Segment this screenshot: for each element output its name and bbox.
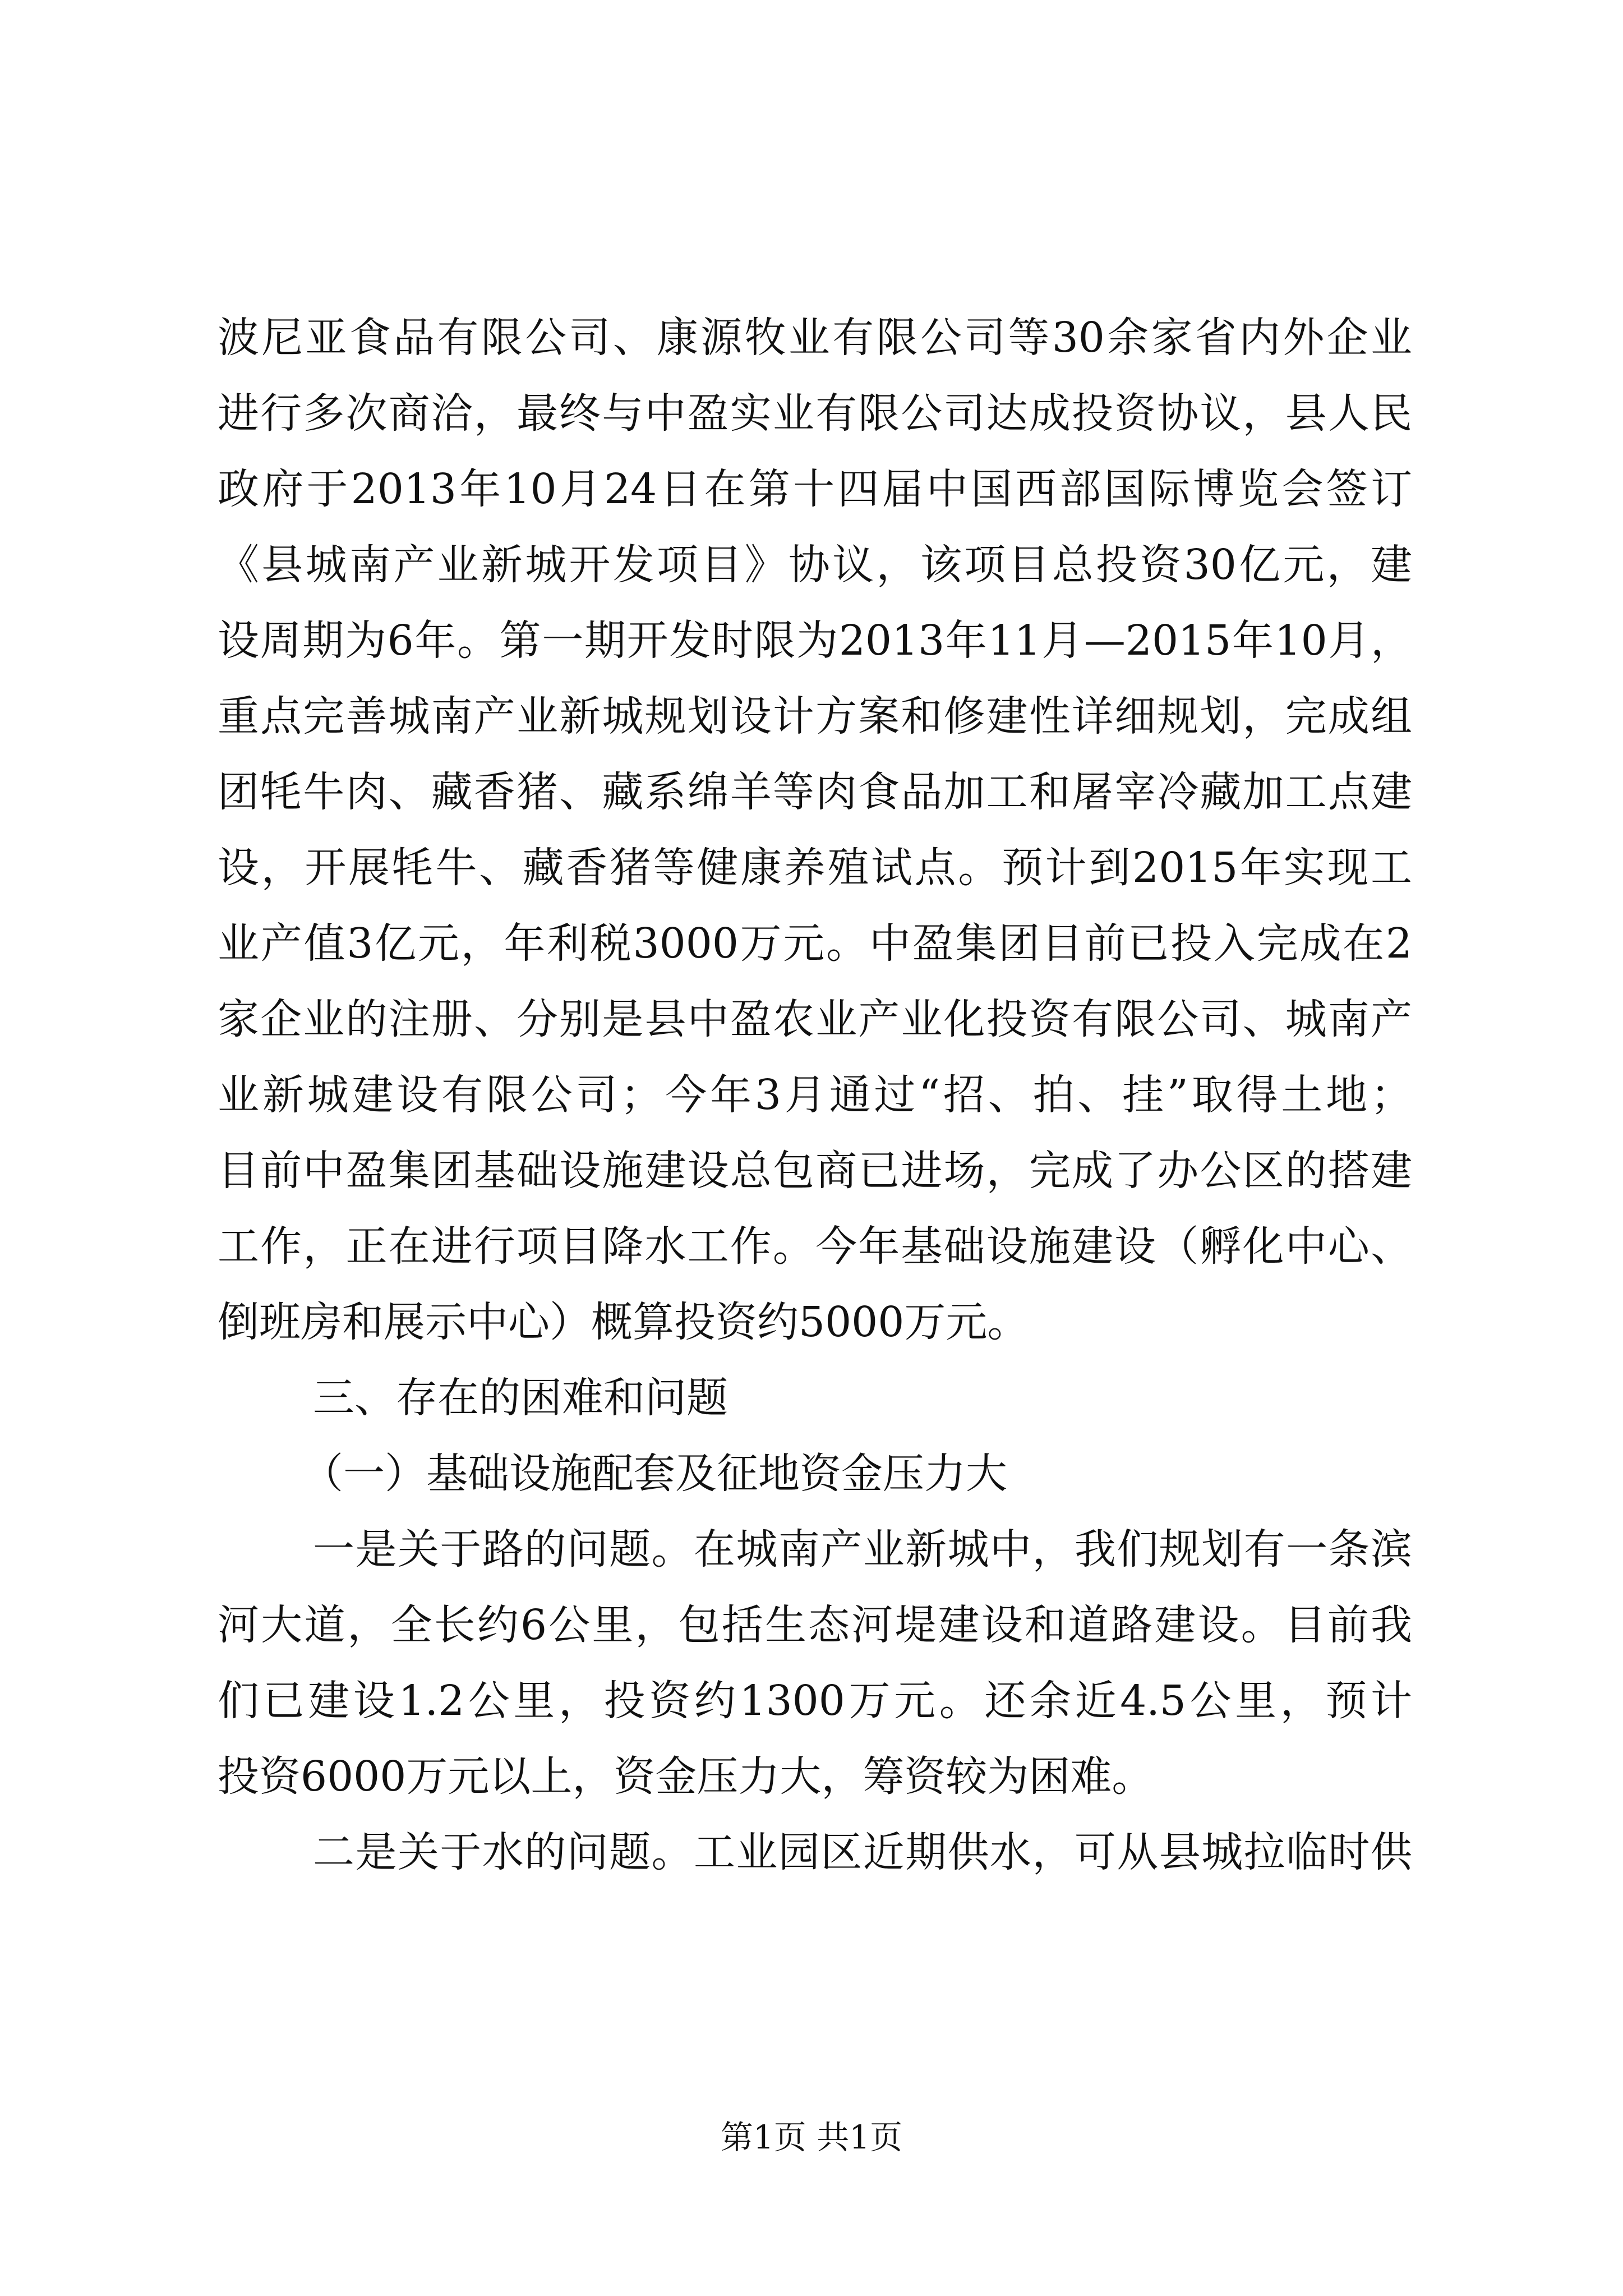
paragraph-first-line: 一是关于路的问题。在城南产业新城中，我们规划有一条滨 (313, 1525, 1412, 1573)
text-line: 《县城南产业新城开发项目》协议，该项目总投资30亿元，建 (218, 541, 1412, 589)
text-line: 波尼亚食品有限公司、康源牧业有限公司等30余家省内外企业 (218, 314, 1412, 362)
text-line: 设，开展牦牛、藏香猪等健康养殖试点。预计到2015年实现工 (218, 844, 1412, 892)
subsection-heading: （一）基础设施配套及征地资金压力大 (302, 1450, 1007, 1498)
text-line: 团牦牛肉、藏香猪、藏系绵羊等肉食品加工和屠宰冷藏加工点建 (218, 768, 1412, 816)
text-line: 家企业的注册、分别是县中盈农业产业化投资有限公司、城南产 (218, 995, 1412, 1043)
section-heading: 三、存在的困难和问题 (313, 1374, 728, 1422)
text-line: 设周期为6年。第一期开发时限为2013年11月—2015年10月， (218, 616, 1412, 665)
text-line: 河大道，全长约6公里，包括生态河堤建设和道路建设。目前我 (218, 1601, 1412, 1649)
text-line: 政府于2013年10月24日在第十四届中国西部国际博览会签订 (218, 465, 1412, 513)
paragraph-first-line: 二是关于水的问题。工业园区近期供水，可从县城拉临时供 (313, 1828, 1412, 1876)
text-line: 们已建设1.2公里，投资约1300万元。还余近4.5公里，预计 (218, 1677, 1412, 1725)
text-line: 重点完善城南产业新城规划设计方案和修建性详细规划，完成组 (218, 692, 1412, 740)
text-line: 倒班房和展示中心）概算投资约5000万元。 (218, 1298, 1029, 1346)
text-line: 进行多次商洽，最终与中盈实业有限公司达成投资协议，县人民 (218, 389, 1412, 438)
document-body (218, 300, 1412, 1890)
text-line: 工作，正在进行项目降水工作。今年基础设施建设（孵化中心、 (218, 1222, 1412, 1271)
page-footer: 第1页 共1页 (720, 2118, 903, 2156)
text-line: 业产值3亿元，年利税3000万元。中盈集团目前已投入完成在2 (218, 919, 1412, 968)
text-line: 目前中盈集团基础设施建设总包商已进场，完成了办公区的搭建 (218, 1147, 1412, 1195)
text-line: 投资6000万元以上，资金压力大，筹资较为困难。 (218, 1752, 1154, 1801)
text-line: 业新城建设有限公司；今年3月通过“招、拍、挂”取得土地； (218, 1071, 1412, 1119)
